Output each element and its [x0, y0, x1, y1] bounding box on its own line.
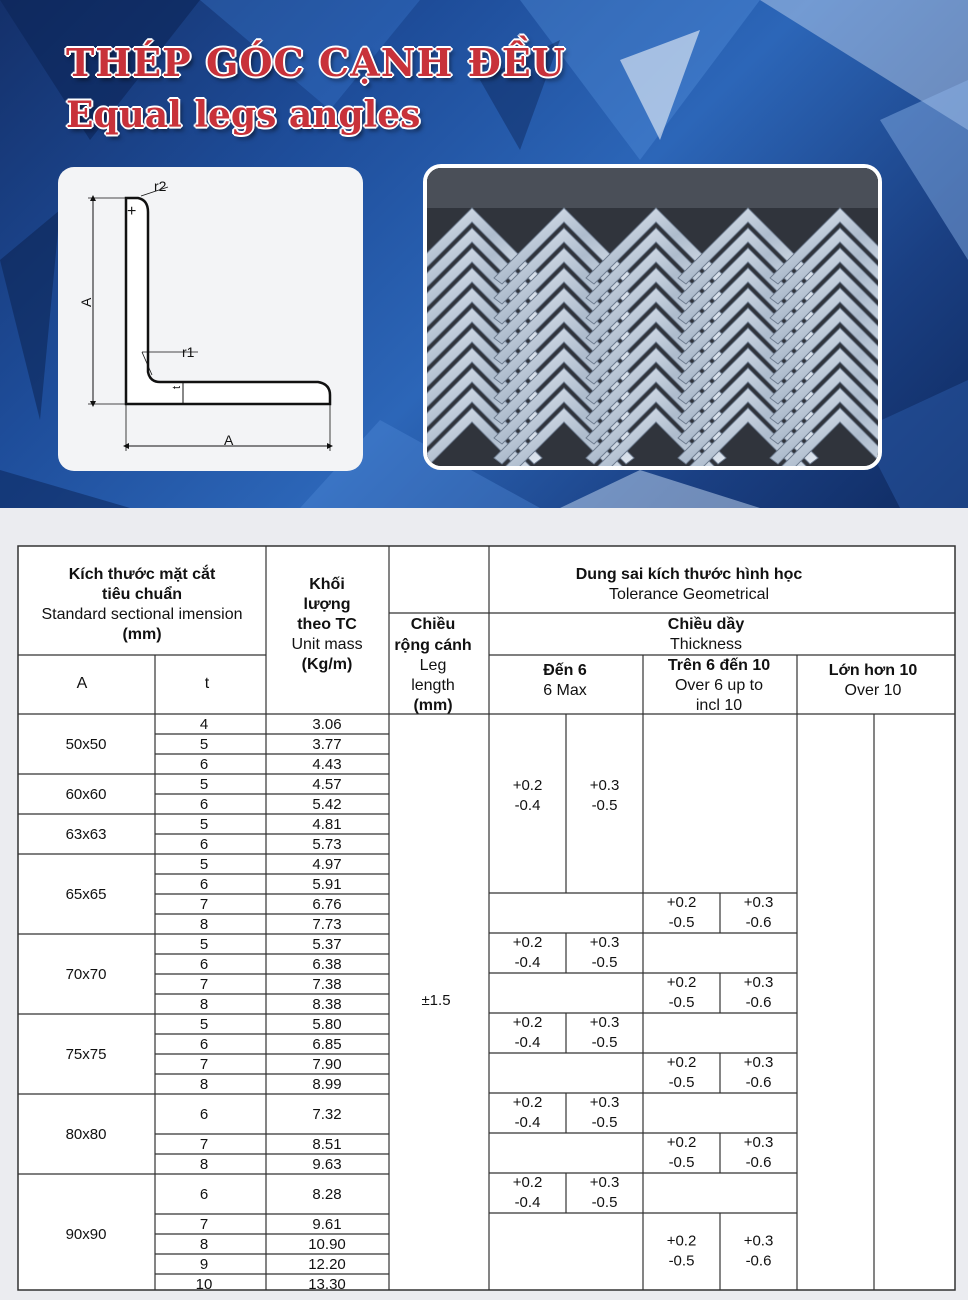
tolerance-plus: +0.3 [743, 1232, 774, 1250]
tolerance-minus: -0.5 [591, 954, 618, 971]
tolerance-minus: -0.5 [668, 994, 695, 1011]
tolerance-plus: +0.2 [666, 1054, 697, 1071]
mass-cell: 3.06 [312, 716, 342, 733]
header-mass-vn-1: Khối [309, 576, 345, 593]
thickness-cell: 8 [199, 1236, 209, 1253]
header-banner [0, 0, 968, 508]
thickness-cell: 7 [199, 1056, 209, 1073]
thickness-cell: 9 [199, 1256, 209, 1273]
mass-cell: 6.76 [312, 896, 342, 913]
size-cell: 60x60 [65, 786, 107, 803]
tolerance-minus: -0.5 [668, 1252, 695, 1270]
header-section-unit: (mm) [122, 626, 162, 643]
tolerance-minus: -0.5 [591, 1034, 618, 1051]
header-tol-en: Tolerance Geometrical [608, 586, 770, 603]
tolerance-minus: -0.4 [514, 1114, 541, 1131]
tolerance-plus: +0.3 [589, 1174, 620, 1191]
tolerance-plus: +0.2 [666, 1134, 697, 1151]
mass-cell: 7.90 [312, 1056, 342, 1073]
size-cell: 63x63 [65, 826, 107, 843]
thickness-cell: 8 [199, 1076, 209, 1093]
mass-cell: 7.38 [312, 976, 342, 993]
label-r1: r1 [182, 344, 195, 360]
size-cell: 75x75 [65, 1046, 107, 1063]
tolerance-minus: -0.4 [514, 797, 541, 814]
mass-cell: 8.99 [312, 1076, 342, 1093]
tolerance-plus: +0.3 [743, 894, 774, 911]
tolerance-plus: +0.2 [512, 1094, 543, 1111]
label-a-bottom: A [224, 432, 234, 448]
header-section-en: Standard sectional imension [41, 606, 243, 623]
tolerance-plus: +0.3 [743, 1134, 774, 1151]
thickness-cell: 5 [199, 736, 209, 753]
tolerance-plus: +0.3 [589, 777, 620, 794]
tolerance-plus: +0.2 [666, 894, 697, 911]
tolerance-minus: -0.6 [745, 914, 772, 931]
angle-profile-shape [126, 198, 330, 404]
mass-cell: 8.28 [312, 1186, 342, 1203]
thickness-cell: 8 [199, 996, 209, 1013]
size-cell: 80x80 [65, 1126, 107, 1143]
title-vietnamese: THÉP GÓC CẠNH ĐỀU [66, 40, 566, 85]
mass-cell: 5.91 [312, 876, 342, 893]
tolerance-minus: -0.6 [745, 1154, 772, 1171]
tolerance-plus: +0.3 [589, 934, 620, 951]
tolerance-minus: -0.6 [745, 994, 772, 1011]
header-col-t: t [204, 675, 210, 692]
thickness-cell: 4 [199, 716, 209, 733]
svg-text:+: + [127, 203, 137, 220]
mass-cell: 12.20 [308, 1256, 346, 1273]
header-leg-en-1: Leg [419, 657, 447, 674]
mass-cell: 6.38 [312, 956, 342, 973]
thickness-cell: 6 [199, 756, 209, 773]
header-mass-unit: (Kg/m) [301, 656, 353, 673]
table-frame [18, 546, 955, 1290]
thickness-cell: 5 [199, 776, 209, 793]
header-mass-vn-3: theo TC [297, 616, 357, 633]
tolerance-minus: -0.4 [514, 1194, 541, 1211]
header-leg-vn-2: rộng cánh [394, 637, 472, 654]
tolerance-plus: +0.3 [589, 1094, 620, 1111]
size-cell: 90x90 [65, 1226, 107, 1243]
thickness-cell: 7 [199, 976, 209, 993]
mass-cell: 8.51 [312, 1136, 342, 1153]
steel-angles-photo [423, 164, 882, 470]
tolerance-plus: +0.2 [666, 974, 697, 991]
tolerance-minus: -0.6 [745, 1074, 772, 1091]
thickness-cell: 6 [199, 1036, 209, 1053]
thickness-cell: 5 [199, 936, 209, 953]
header-c1-en: 6 Max [543, 682, 587, 699]
header-c3-vn: Lớn hơn 10 [828, 662, 918, 679]
thickness-cell: 10 [195, 1276, 213, 1293]
label-r2: r2 [154, 178, 167, 194]
label-t: t [171, 385, 183, 389]
thickness-cell: 8 [199, 916, 209, 933]
size-cell: 65x65 [65, 886, 107, 903]
tolerance-plus: +0.2 [512, 1174, 543, 1191]
size-cell: 70x70 [65, 966, 107, 983]
tolerance-minus: -0.6 [745, 1252, 772, 1270]
thickness-cell: 7 [199, 896, 209, 913]
tolerance-minus: -0.5 [591, 1194, 618, 1211]
label-a-side: A [78, 297, 94, 307]
mass-cell: 7.73 [312, 916, 342, 933]
mass-cell: 5.37 [312, 936, 342, 953]
thickness-cell: 7 [199, 1136, 209, 1153]
mass-cell: 8.38 [312, 996, 342, 1013]
mass-cell: 4.97 [312, 856, 342, 873]
angle-diagram-svg [58, 167, 363, 471]
header-col-a: A [76, 675, 88, 692]
mass-cell: 5.73 [312, 836, 342, 853]
header-mass-en: Unit mass [291, 636, 363, 653]
header-thick-en: Thickness [669, 636, 743, 653]
mass-cell: 3.77 [312, 736, 342, 753]
tolerance-plus: +0.2 [512, 777, 543, 794]
tolerance-plus: +0.3 [743, 974, 774, 991]
tolerance-plus: +0.3 [589, 1014, 620, 1031]
tolerance-minus: -0.5 [591, 797, 618, 814]
header-section-vn-1: Kích thước mặt cắt [68, 566, 216, 583]
header-c2-en-2: incl 10 [695, 697, 743, 714]
mass-cell: 9.61 [312, 1216, 342, 1233]
thickness-cell: 8 [199, 1156, 209, 1173]
thickness-cell: 7 [199, 1216, 209, 1233]
mass-cell: 10.90 [308, 1236, 346, 1253]
header-leg-en-2: length [411, 677, 455, 694]
header-c2-vn: Trên 6 đến 10 [667, 657, 771, 674]
thickness-cell: 6 [199, 956, 209, 973]
thickness-cell: 6 [199, 836, 209, 853]
tolerance-minus: -0.4 [514, 954, 541, 971]
tolerance-minus: -0.5 [668, 914, 695, 931]
mass-cell: 4.43 [312, 756, 342, 773]
mass-cell: 6.85 [312, 1036, 342, 1053]
angle-section-diagram [58, 167, 363, 471]
tolerance-plus: +0.3 [743, 1054, 774, 1071]
header-c3-en: Over 10 [844, 682, 902, 699]
thickness-cell: 5 [199, 856, 209, 873]
header-section-vn-2: tiêu chuẩn [101, 586, 183, 603]
header-leg-unit: (mm) [413, 697, 453, 714]
mass-cell: 5.42 [312, 796, 342, 813]
thickness-cell: 5 [199, 1016, 209, 1033]
size-cell: 50x50 [65, 736, 107, 753]
thickness-cell: 6 [199, 876, 209, 893]
tolerance-plus: +0.2 [666, 1232, 697, 1250]
thickness-cell: 6 [199, 796, 209, 813]
thickness-cell: 6 [199, 1106, 209, 1123]
tolerance-plus: +0.2 [512, 1014, 543, 1031]
tolerance-minus: -0.5 [591, 1114, 618, 1131]
stacked-angles-illustration [427, 168, 878, 466]
mass-cell: 13.30 [308, 1276, 346, 1293]
tolerance-minus: -0.5 [668, 1074, 695, 1091]
header-c1-vn: Đến 6 [543, 662, 587, 679]
leg-tolerance: ±1.5 [421, 992, 451, 1009]
mass-cell: 4.57 [312, 776, 342, 793]
spec-table [0, 508, 968, 1300]
header-tol-vn: Dung sai kích thước hình học [575, 566, 803, 583]
header-c2-en-1: Over 6 up to [674, 677, 764, 694]
thickness-cell: 5 [199, 816, 209, 833]
tolerance-minus: -0.5 [668, 1154, 695, 1171]
tolerance-minus: -0.4 [514, 1034, 541, 1051]
header-mass-vn-2: lượng [303, 596, 351, 613]
header-thick-vn: Chiều dầy [667, 616, 745, 633]
title-english: Equal legs angles [66, 94, 421, 136]
mass-cell: 9.63 [312, 1156, 342, 1173]
mass-cell: 4.81 [312, 816, 342, 833]
table-grid [18, 546, 955, 1290]
thickness-cell: 6 [199, 1186, 209, 1203]
mass-cell: 7.32 [312, 1106, 342, 1123]
mass-cell: 5.80 [312, 1016, 342, 1033]
header-leg-vn-1: Chiều [410, 616, 456, 633]
tolerance-plus: +0.2 [512, 934, 543, 951]
